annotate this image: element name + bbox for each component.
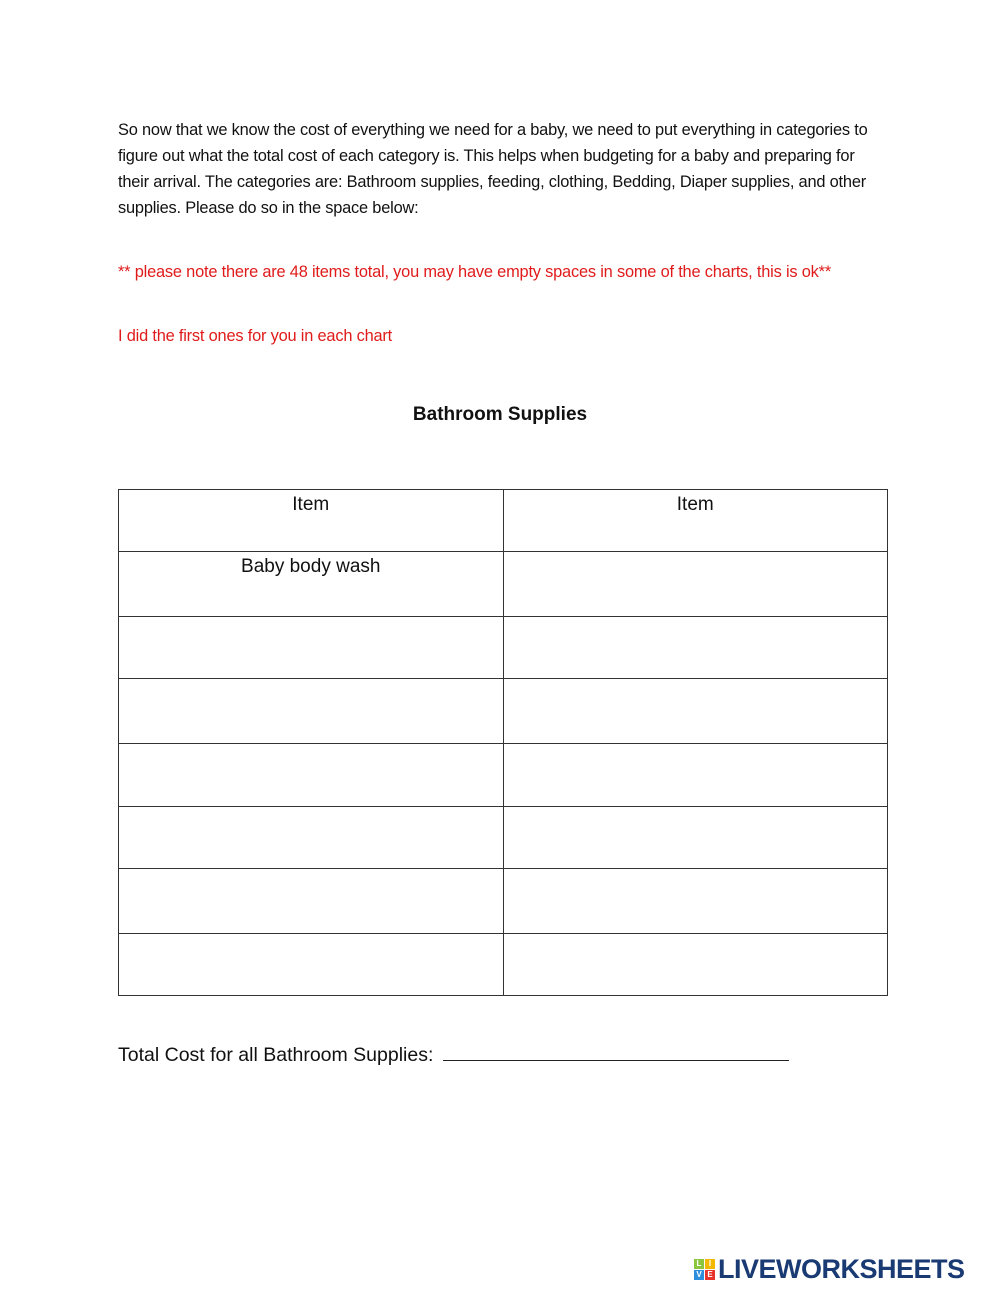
table-row — [119, 744, 888, 807]
note-text: ** please note there are 48 items total, you may have empty spaces in some of the charts, this is ok** — [118, 263, 832, 281]
instructions-text: So now that we know the cost of everything we need for a baby, we need to put everything in categories to figure out what the total cost of each category is. This helps when budgeting for a baby and preparing for their arrival. The categories are: Bathroom supplies, feeding, clothing, Bedding, Diaper supplies, and other supplies. Please do so in the space below: — [118, 121, 868, 217]
item-input[interactable] — [503, 744, 888, 807]
logo-tiles-icon — [694, 1259, 715, 1280]
liveworksheets-logo — [694, 1254, 965, 1285]
item-input[interactable] — [119, 679, 504, 744]
total-cost-input[interactable] — [443, 1040, 789, 1061]
item-cell: Baby body wash — [119, 552, 504, 617]
item-input[interactable] — [503, 552, 888, 617]
total-cost-line — [118, 1040, 789, 1067]
table-row — [119, 552, 888, 617]
logo-text: LIVEWORKSHEETS — [718, 1254, 965, 1284]
table-row — [119, 617, 888, 679]
table-row — [119, 869, 888, 934]
first-done-text: I did the first ones for you in each chart — [118, 327, 393, 345]
bathroom-supplies-table — [118, 489, 888, 996]
logo-tile: V — [694, 1270, 704, 1280]
table-row — [119, 807, 888, 869]
item-input[interactable] — [503, 807, 888, 869]
logo-tile: L — [694, 1259, 704, 1269]
item-input[interactable] — [119, 807, 504, 869]
item-input[interactable] — [503, 869, 888, 934]
item-input[interactable] — [119, 744, 504, 807]
column-header: Item — [119, 490, 504, 552]
table-header-row — [119, 490, 888, 552]
item-input[interactable] — [119, 617, 504, 679]
total-cost-label: Total Cost for all Bathroom Supplies: — [118, 1044, 434, 1066]
item-input[interactable] — [503, 679, 888, 744]
column-header: Item — [503, 490, 888, 552]
table-row — [119, 934, 888, 996]
item-input[interactable] — [503, 934, 888, 996]
table-row — [119, 679, 888, 744]
section-title: Bathroom Supplies — [412, 404, 588, 425]
logo-tile: I — [705, 1259, 715, 1269]
item-input[interactable] — [119, 869, 504, 934]
item-input[interactable] — [119, 934, 504, 996]
item-input[interactable] — [503, 617, 888, 679]
logo-tile: E — [705, 1270, 715, 1280]
